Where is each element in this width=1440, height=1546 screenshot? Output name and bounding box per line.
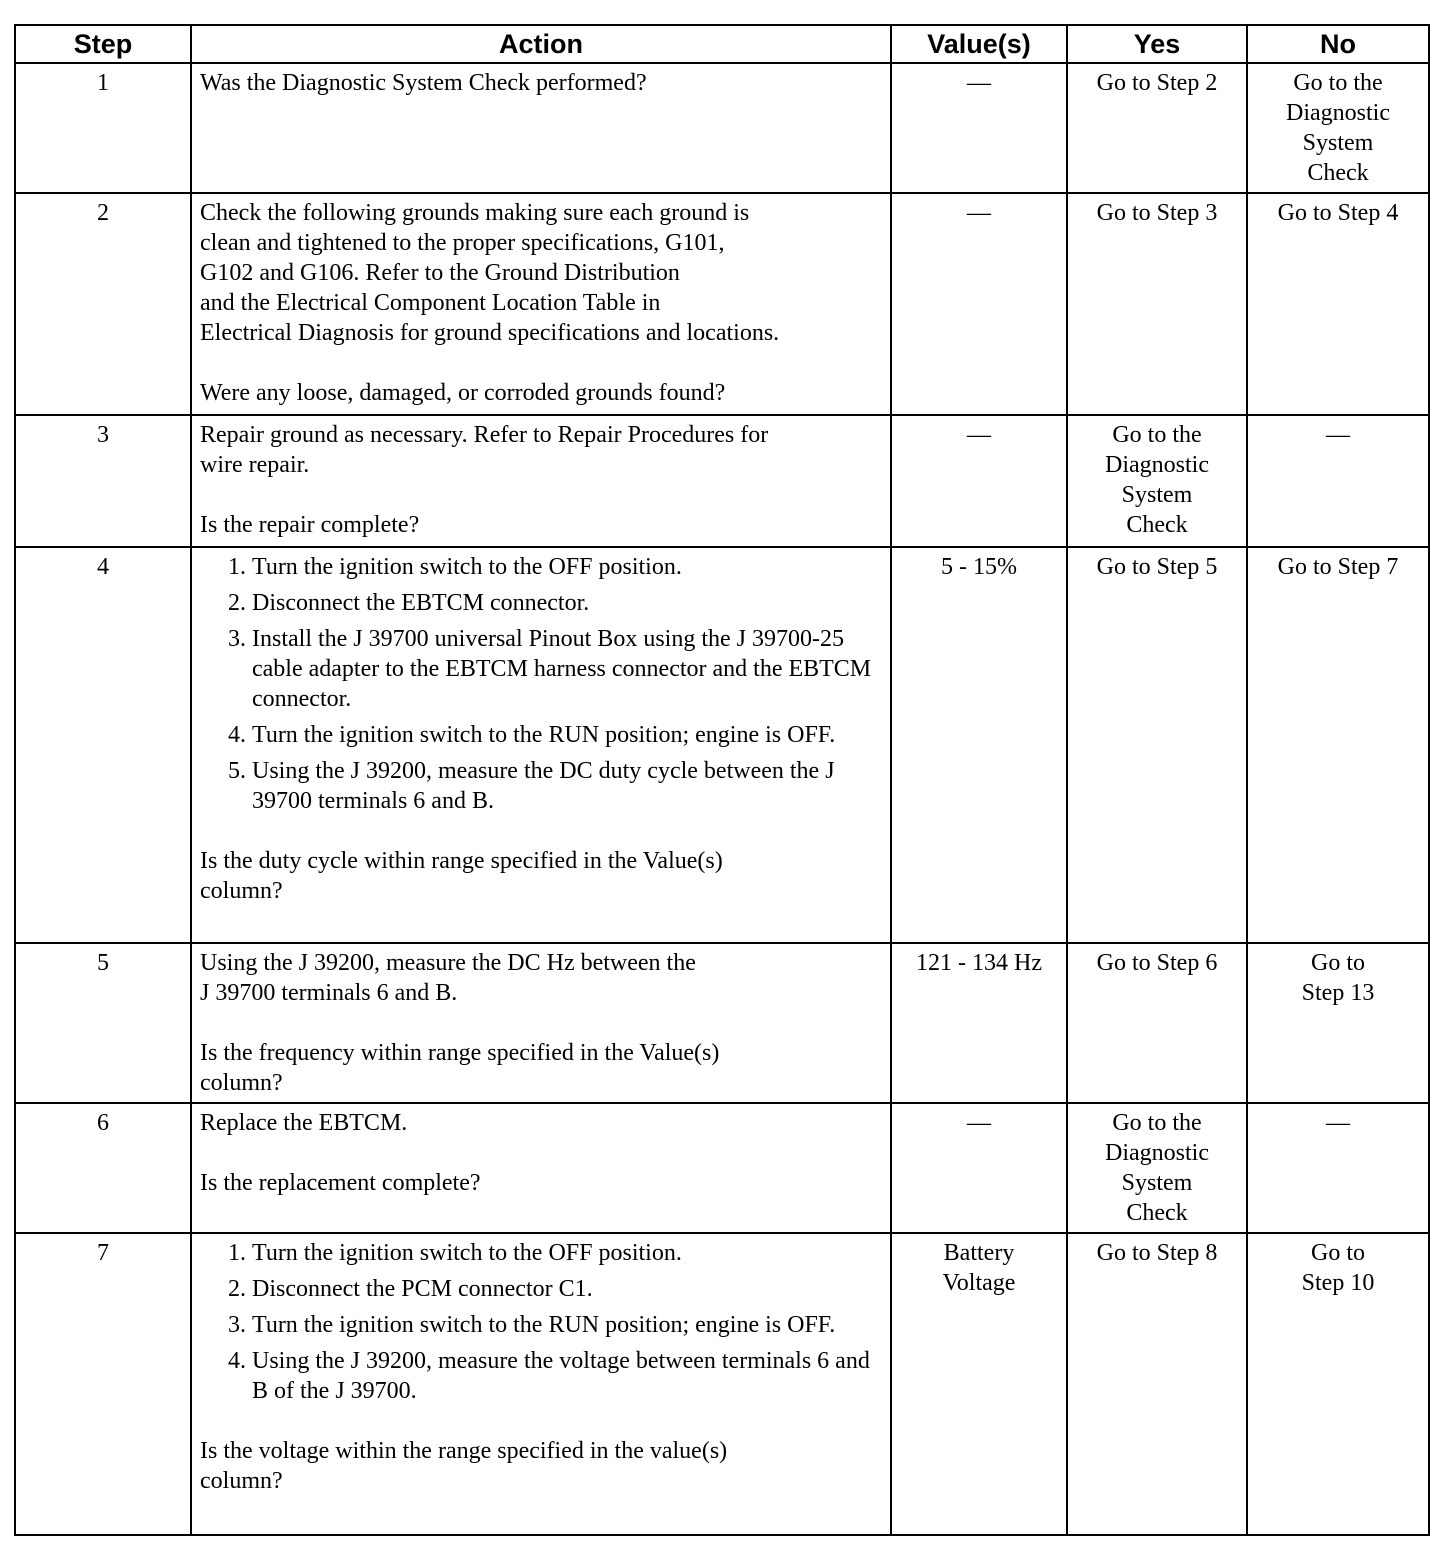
action-text: J 39700 terminals 6 and B. [200, 980, 458, 1006]
action-question: Is the repair complete? [200, 512, 420, 538]
diagnostic-table [14, 24, 1430, 1536]
yes-text: System [1121, 482, 1193, 508]
step-number: 7 [15, 1233, 191, 1535]
table-row [15, 1103, 1429, 1233]
yes-text: Go to the [1112, 1110, 1202, 1136]
no-text: Step 10 [1301, 1270, 1375, 1296]
no-cell: Go to Step 7 [1247, 547, 1429, 943]
yes-cell: Go to Step 3 [1067, 193, 1247, 415]
action-cell [191, 415, 891, 547]
step-number: 6 [15, 1103, 191, 1233]
procedure-item: 4. Turn the ignition switch to the RUN position; engine is OFF. [252, 720, 882, 750]
table-row [15, 193, 1429, 415]
procedure-item: 1. Turn the ignition switch to the OFF position. [252, 552, 882, 582]
table-row [15, 1233, 1429, 1535]
action-text: Replace the EBTCM. [200, 1110, 408, 1136]
procedure-item: 2. Disconnect the PCM connector C1. [252, 1274, 882, 1304]
diagnostic-table-sheet [14, 24, 1430, 1536]
no-text: Step 13 [1301, 980, 1375, 1006]
value-cell: — [891, 415, 1067, 547]
action-text: Electrical Diagnosis for ground specifications and locations. [200, 320, 780, 346]
action-text: and the Electrical Component Location Table in [200, 290, 661, 316]
procedure-item: 2. Disconnect the EBTCM connector. [252, 588, 882, 618]
no-cell: — [1247, 415, 1429, 547]
header-no: No [1247, 25, 1429, 63]
yes-cell [1067, 415, 1247, 547]
yes-cell: Go to Step 6 [1067, 943, 1247, 1103]
yes-text: Check [1126, 512, 1188, 538]
procedure-item: 1. Turn the ignition switch to the OFF position. [252, 1238, 882, 1268]
no-cell: Go to Step 4 [1247, 193, 1429, 415]
action-cell [191, 1233, 891, 1535]
action-question: Is the frequency within range specified in the Value(s) [200, 1040, 720, 1066]
action-question: Were any loose, damaged, or corroded grounds found? [200, 380, 726, 406]
action-text: wire repair. [200, 452, 310, 478]
step-number: 4 [15, 547, 191, 943]
action-cell [191, 63, 891, 193]
no-cell [1247, 63, 1429, 193]
table-row [15, 943, 1429, 1103]
yes-cell [1067, 1103, 1247, 1233]
procedure-item: 4. Using the J 39200, measure the voltage between terminals 6 and B of the J 39700. [252, 1346, 882, 1406]
action-cell [191, 547, 891, 943]
procedure-item: 3. Install the J 39700 universal Pinout Box using the J 39700-25 cable adapter to the EBTCM harness connector and the EBTCM connector. [252, 624, 882, 714]
action-cell [191, 193, 891, 415]
action-cell [191, 1103, 891, 1233]
step-number: 2 [15, 193, 191, 415]
yes-text: Check [1126, 1200, 1188, 1226]
no-cell [1247, 1233, 1429, 1535]
step-number: 5 [15, 943, 191, 1103]
step-number: 1 [15, 63, 191, 193]
header-values: Value(s) [891, 25, 1067, 63]
action-text: G102 and G106. Refer to the Ground Distribution [200, 260, 680, 286]
procedure-item: 5. Using the J 39200, measure the DC duty cycle between the J 39700 terminals 6 and B. [252, 756, 882, 816]
action-text: Check the following grounds making sure each ground is [200, 200, 750, 226]
no-text: Go to [1311, 950, 1365, 976]
no-cell: — [1247, 1103, 1429, 1233]
action-question: Is the duty cycle within range specified in the Value(s) [200, 848, 723, 874]
step-number: 3 [15, 415, 191, 547]
yes-cell: Go to Step 5 [1067, 547, 1247, 943]
action-text: Using the J 39200, measure the DC Hz between the [200, 950, 696, 976]
yes-text: System [1121, 1170, 1193, 1196]
value-cell: 5 - 15% [891, 547, 1067, 943]
no-text: System [1302, 130, 1374, 156]
table-row [15, 415, 1429, 547]
yes-cell: Go to Step 2 [1067, 63, 1247, 193]
yes-text: Diagnostic [1105, 1140, 1209, 1166]
procedure-item: 3. Turn the ignition switch to the RUN position; engine is OFF. [252, 1310, 882, 1340]
value-cell: — [891, 193, 1067, 415]
action-text: Repair ground as necessary. Refer to Repair Procedures for [200, 422, 769, 448]
action-text: Was the Diagnostic System Check performed? [200, 70, 647, 96]
value-text: Battery [943, 1240, 1015, 1266]
action-question: column? [200, 1468, 283, 1494]
no-text: Check [1307, 160, 1369, 186]
no-text: Go to [1311, 1240, 1365, 1266]
no-text: Diagnostic [1286, 100, 1390, 126]
yes-text: Diagnostic [1105, 452, 1209, 478]
action-question: Is the voltage within the range specified in the value(s) [200, 1438, 728, 1464]
value-text: Voltage [942, 1270, 1016, 1296]
no-text: Go to the [1293, 70, 1383, 96]
yes-cell: Go to Step 8 [1067, 1233, 1247, 1535]
value-cell [891, 1233, 1067, 1535]
procedure-list [200, 552, 882, 816]
action-cell [191, 943, 891, 1103]
table-row [15, 63, 1429, 193]
value-cell: — [891, 63, 1067, 193]
action-question: Is the replacement complete? [200, 1170, 481, 1196]
value-cell: 121 - 134 Hz [891, 943, 1067, 1103]
header-action: Action [191, 25, 891, 63]
procedure-list [200, 1238, 882, 1406]
yes-text: Go to the [1112, 422, 1202, 448]
no-cell [1247, 943, 1429, 1103]
header-step: Step [15, 25, 191, 63]
table-row [15, 547, 1429, 943]
value-cell: — [891, 1103, 1067, 1233]
header-yes: Yes [1067, 25, 1247, 63]
action-text: clean and tightened to the proper specifications, G101, [200, 230, 725, 256]
table-header-row [15, 25, 1429, 63]
action-question: column? [200, 878, 283, 904]
action-question: column? [200, 1070, 283, 1096]
